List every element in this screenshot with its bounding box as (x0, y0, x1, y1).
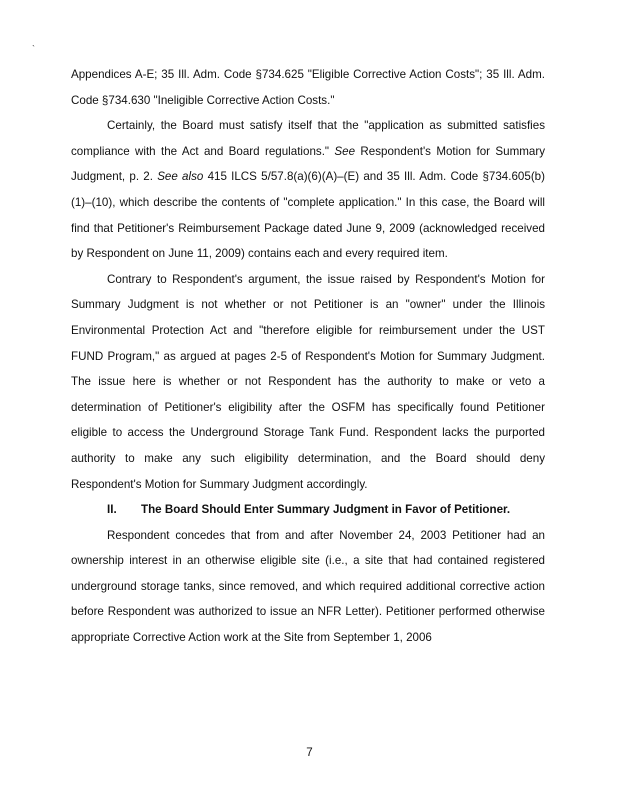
body-text (71, 62, 545, 651)
paragraph-3: Contrary to Respondent's argument, the issue raised by Respondent's Motion for Summary Judgment is not whether or not Petitioner is an "owner" under the Illinois Environmental Protection Act and "therefore eligible for reimbursement under the UST FUND Program," as argued at pages 2-5 of Respondent's Motion for Summary Judgment. The issue here is whether or not Respondent has the authority to make or veto a determination of Petitioner's eligibility after the OSFM has specifically found Petitioner eligible to access the Underground Storage Tank Fund. Respondent lacks the purported authority to make any such eligibility determination, and the Board should deny Respondent's Motion for Summary Judgment accordingly. (71, 272, 545, 491)
page-number: 7 (306, 746, 313, 759)
section-title: The Board Should Enter Summary Judgment in Favor of Petitioner. (141, 503, 511, 517)
paragraph-1: Appendices A-E; 35 Ill. Adm. Code §734.625 "Eligible Corrective Action Costs"; 35 Ill. Adm. Code §734.630 "Ineligible Corrective Action Costs." (71, 68, 545, 107)
paragraph-2-part-a: Certainly, the Board must satisfy itself that the "application as submitted satisfies compliance with the Act and Board regulations." (71, 119, 545, 158)
section-number: II. (107, 503, 117, 517)
stray-mark: ` (32, 44, 35, 54)
section-heading (71, 497, 545, 523)
citation-signal-see: See (334, 144, 356, 158)
paragraph-2-part-c: 415 ILCS 5/57.8(a)(6)(A)–(E) and 35 Ill. Adm. Code §734.605(b)(1)–(10), which describe the contents of "complete application." In this case, the Board will find that Petitioner's Reimbursement Package dated June 9, 2009 (acknowledged received by Respondent on June 11, 2009) contains each and every required item. (71, 170, 545, 261)
citation-signal-see-also: See also (157, 170, 204, 184)
paragraph-2-part-b: Respondent's Motion for Summary Judgment, p. 2. (71, 144, 545, 184)
paragraph-4: Respondent concedes that from and after November 24, 2003 Petitioner had an ownership interest in an otherwise eligible site (i.e., a site that had contained registered underground storage tanks, since removed, and which required additional corrective action before Respondent was authorized to issue an NFR Letter). Petitioner performed otherwise appropriate Corrective Action work at the Site from September 1, 2006 (71, 528, 545, 645)
paragraph-2 (71, 113, 545, 267)
